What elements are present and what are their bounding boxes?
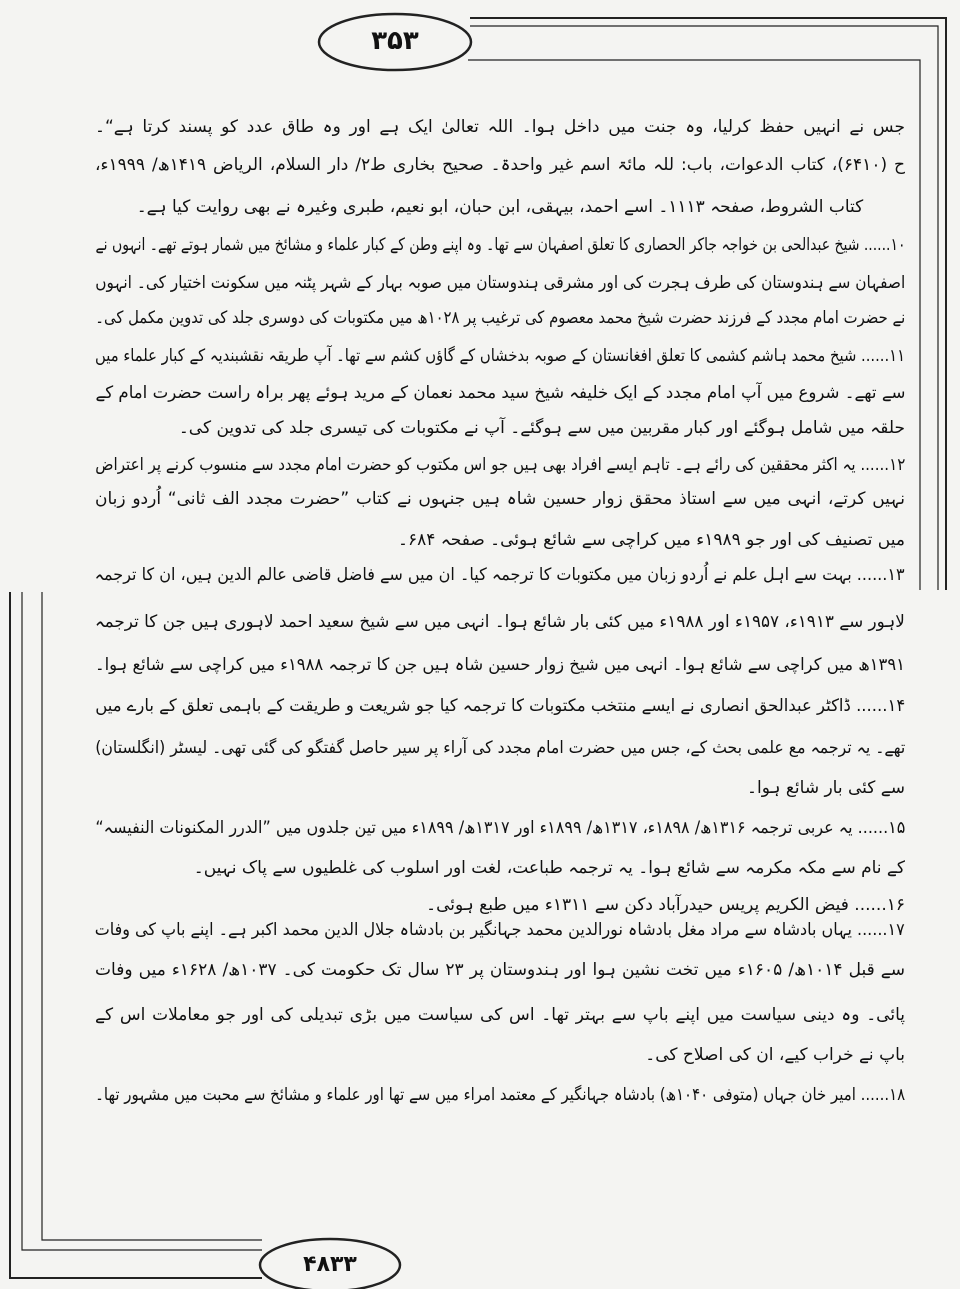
page-number-bottom: ۴۸۳۳	[303, 1252, 357, 1277]
text-line: ۱۸...... امیر خان جہاں (متوفی ۱۰۴۰ھ) بادشاہ جہانگیر کے معتمد امراء میں سے تھا اور علماء و مشائخ سے محبت میں مشہور تھا۔	[95, 1085, 905, 1105]
intro-line	[95, 112, 905, 142]
text-line: جس نے انہیں حفظ کرلیا، وہ جنت میں داخل ہوا۔ اللہ تعالیٰ ایک ہے اور وہ طاق عدد کو پسند کرتا ہے“۔	[95, 117, 905, 137]
footnote-line	[95, 560, 905, 590]
text-line: ۱۱...... شیخ محمد ہاشم کشمی کا تعلق افغانستان کے صوبہ بدخشاں کے گاؤں کشم سے تھا۔ آپ طریقہ نقشبندیہ کے کبار علماء میں	[95, 346, 905, 366]
text-line: ح (۶۴۱۰)، کتاب الدعوات، باب: للہ مائۃ اسم غیر واحدۃ۔ صحیح بخاری ط۲/ دار السلام، الریاض ۱۴۱۹ھ/ ۱۹۹۹ء،	[95, 155, 905, 175]
text-line: نہیں کرتے، انہی میں سے استاذ محقق زوار حسین شاہ ہیں جنہوں نے کتاب ”حضرت مجدد الف ثانی“ اُردو زبان	[95, 489, 905, 509]
footnote-line	[95, 450, 905, 480]
text-line: ۱۵...... یہ عربی ترجمہ ۱۳۱۶ھ/ ۱۸۹۸ء، ۱۳۱۷ھ/ ۱۸۹۹ء اور ۱۳۱۷ھ/ ۱۸۹۹ء میں تین جلدوں میں ”الدرر المکنونات النفیسہ“	[95, 818, 905, 838]
intro-line	[95, 150, 905, 180]
text-line: حلقہ میں شامل ہوگئے اور کبار مقربین میں سے ہوگئے۔ آپ نے مکتوبات کی تیسری جلد کی تدوین کی۔	[178, 418, 905, 438]
text-line: باپ نے خراب کیے، ان کی اصلاح کی۔	[645, 1045, 905, 1065]
footnote-line	[95, 413, 905, 443]
footnote-line	[95, 484, 905, 514]
footnote-line	[95, 230, 905, 260]
text-line: اصفہان سے ہندوستان کی طرف ہجرت کی اور مشرقی ہندوستان میں صوبہ بہار کے شہر پٹنہ میں سکونت اختیار کی۔ انہوں	[95, 273, 905, 293]
text-line: کے نام سے مکہ مکرمہ سے شائع ہوا۔ یہ ترجمہ طباعت، لغت اور اسلوب کی غلطیوں سے پاک نہیں۔	[193, 858, 905, 878]
text-line: لاہور سے ۱۹۱۳ء، ۱۹۵۷ء اور ۱۹۸۸ء میں کئی بار شائع ہوا۔ انہی میں سے شیخ سعید احمد لاہوری ہیں جن کا ترجمہ	[95, 612, 905, 632]
text-line: سے تھے۔ شروع میں آپ امام مجدد کے ایک خلیفہ شیخ سید محمد نعمان کے مرید ہوئے پھر براہ راست حضرت امام کے	[95, 383, 905, 403]
footnote-line	[95, 607, 905, 637]
footnote-line	[95, 915, 905, 945]
footnote-line	[95, 341, 905, 371]
footnote-line	[95, 853, 905, 883]
text-line: ۱۲...... یہ اکثر محققین کی رائے ہے۔ تاہم ایسے افراد بھی ہیں جو اس مکتوب کو حضرت امام مجدد سے منسوب کرنے پر اعتراض	[95, 455, 905, 475]
text-line: ۱۳۹۱ھ میں کراچی سے شائع ہوا۔ انہی میں شیخ زوار حسین شاہ ہیں جن کا ترجمہ ۱۹۸۸ء میں کراچی سے شائع ہوا۔	[95, 655, 905, 675]
text-line: ۱۳...... بہت سے اہل علم نے اُردو زبان میں مکتوبات کا ترجمہ کیا۔ ان میں سے فاضل قاضی عالم الدین ہیں، ان کا ترجمہ	[95, 565, 905, 585]
text-line: کتاب الشروط، صفحہ ۱۱۱۳۔ اسے احمد، بیہقی، ابن حبان، ابو نعیم، طبری وغیرہ نے بھی روایت کیا ہے۔	[136, 197, 864, 217]
footnote-line	[95, 733, 905, 763]
footnote-line	[95, 773, 905, 803]
text-line: سے کئی بار شائع ہوا۔	[747, 778, 905, 798]
footnote-line	[95, 813, 905, 843]
text-line: پائی۔ وہ دینی سیاست میں اپنے باپ سے بہتر تھا۔ اس کی سیاست میں بڑی تبدیلی کی اور جو معاملات اس کے	[95, 1005, 905, 1025]
footnote-line	[95, 1080, 905, 1110]
text-line: ۱۷...... یہاں بادشاہ سے مراد مغل بادشاہ نورالدین محمد جہانگیر بن بادشاہ جلال الدین محمد اکبر ہے۔ اپنے باپ کی وفات	[95, 920, 905, 940]
footnote-line	[95, 691, 905, 721]
text-line: میں تصنیف کی اور جو ۱۹۸۹ء میں کراچی سے شائع ہوئی۔ صفحہ ۶۸۴۔	[398, 530, 905, 550]
text-line: ۱۰...... شیخ عبدالحی بن خواجہ جاکر الحصاری کا تعلق اصفہان سے تھا۔ وہ اپنے وطن کے کبار علماء و مشائخ میں شمار ہوتے تھے۔ انہوں نے	[95, 235, 905, 255]
footnote-line	[95, 650, 905, 680]
text-line: ۱۴...... ڈاکٹر عبدالحق انصاری نے ایسے منتخب مکتوبات کا ترجمہ کیا جو شریعت و طریقت کے باہمی تعلق کے بارے میں	[95, 696, 905, 716]
text-line: سے قبل ۱۰۱۴ھ/ ۱۶۰۵ء میں تخت نشین ہوا اور ہندوستان پر ۲۳ سال تک حکومت کی۔ ۱۰۳۷ھ/ ۱۶۲۸ء میں وفات	[95, 960, 905, 980]
footnote-line	[95, 1000, 905, 1030]
intro-line	[95, 192, 905, 222]
footnote-line	[95, 268, 905, 298]
footnote-line	[95, 525, 905, 555]
footnote-line	[95, 378, 905, 408]
footnote-line	[95, 955, 905, 985]
text-line: ۱۶...... فیض الکریم پریس حیدرآباد دکن سے ۱۳۱۱ء میں طبع ہوئی۔	[426, 895, 905, 915]
text-line: تھے۔ یہ ترجمہ مع علمی بحث کے، جس میں حضرت امام مجدد کی آراء پر سیر حاصل گفتگو کی گئی تھی۔ لیسٹر (انگلستان)	[95, 738, 905, 758]
footnote-line	[95, 1040, 905, 1070]
footnote-line	[95, 303, 905, 333]
page-number-top: ۳۵۳	[371, 26, 419, 56]
text-line: نے حضرت امام مجدد کے فرزند حضرت شیخ محمد معصوم کی ترغیب پر ۱۰۲۸ھ میں مکتوبات کی دوسری جلد کی تدوین مکمل کی۔	[95, 308, 905, 328]
